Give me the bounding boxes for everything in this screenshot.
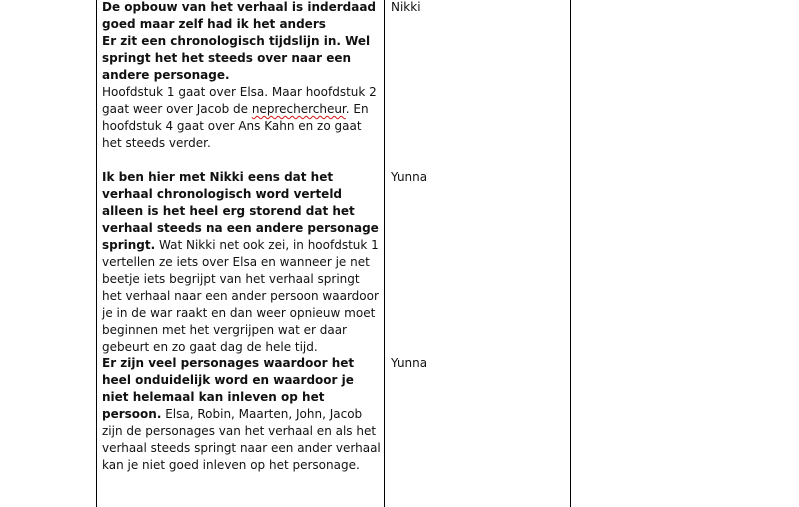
author-cell-1: Nikki	[391, 0, 421, 14]
spelling-error-word[interactable]: neprechercheur	[251, 102, 346, 116]
table-border-middle	[384, 0, 385, 507]
comment-2-text: Ik ben hier met Nikki eens dat het verhaal chronologisch word verteld alleen is het heel erg storend dat het verhaal steeds na een andere personage springt. Wat Nikki net ook zei, in hoofdstuk 1 vertellen ze iets over Elsa en wanneer je net beetje iets begrijpt van het verhaal springt het verhaal naar een ander persoon waardoor je in de war raakt en dan weer opnieuw moet beginnen met het vergrijpen wat er daar gebeurt en zo gaat dag de hele tijd.	[102, 170, 379, 354]
comment-cell-1	[102, 0, 382, 152]
comment-1-bold-heading: De opbouw van het verhaal is inderdaad goed maar zelf had ik het anders	[102, 0, 377, 31]
comment-cell-3	[102, 355, 382, 474]
table-border-left	[96, 0, 97, 507]
comment-cell-2	[102, 169, 382, 356]
table-border-right	[570, 0, 571, 507]
comment-3-text: Er zijn veel personages waardoor het heel onduidelijk word en waardoor je niet helemaal kan inleven op het persoon. Elsa, Robin, Maarten, John, Jacob zijn de personages van het verhaal en als het verhaal steeds springt naar een ander verhaal kan je niet goed inleven op het personage.	[102, 356, 381, 472]
author-cell-2: Yunna	[391, 170, 428, 184]
comment-1-body: Hoofdstuk 1 gaat over Elsa. Maar hoofdstuk 2 gaat weer over Jacob de neprechercheur. En hoofdstuk 4 gaat over Ans Kahn en zo gaat het steeds verder.	[102, 85, 377, 150]
comment-1-bold-statement: Er zit een chronologisch tijdslijn in. Wel springt het het steeds over naar een andere personage.	[102, 34, 371, 82]
author-cell-3: Yunna	[391, 356, 428, 370]
